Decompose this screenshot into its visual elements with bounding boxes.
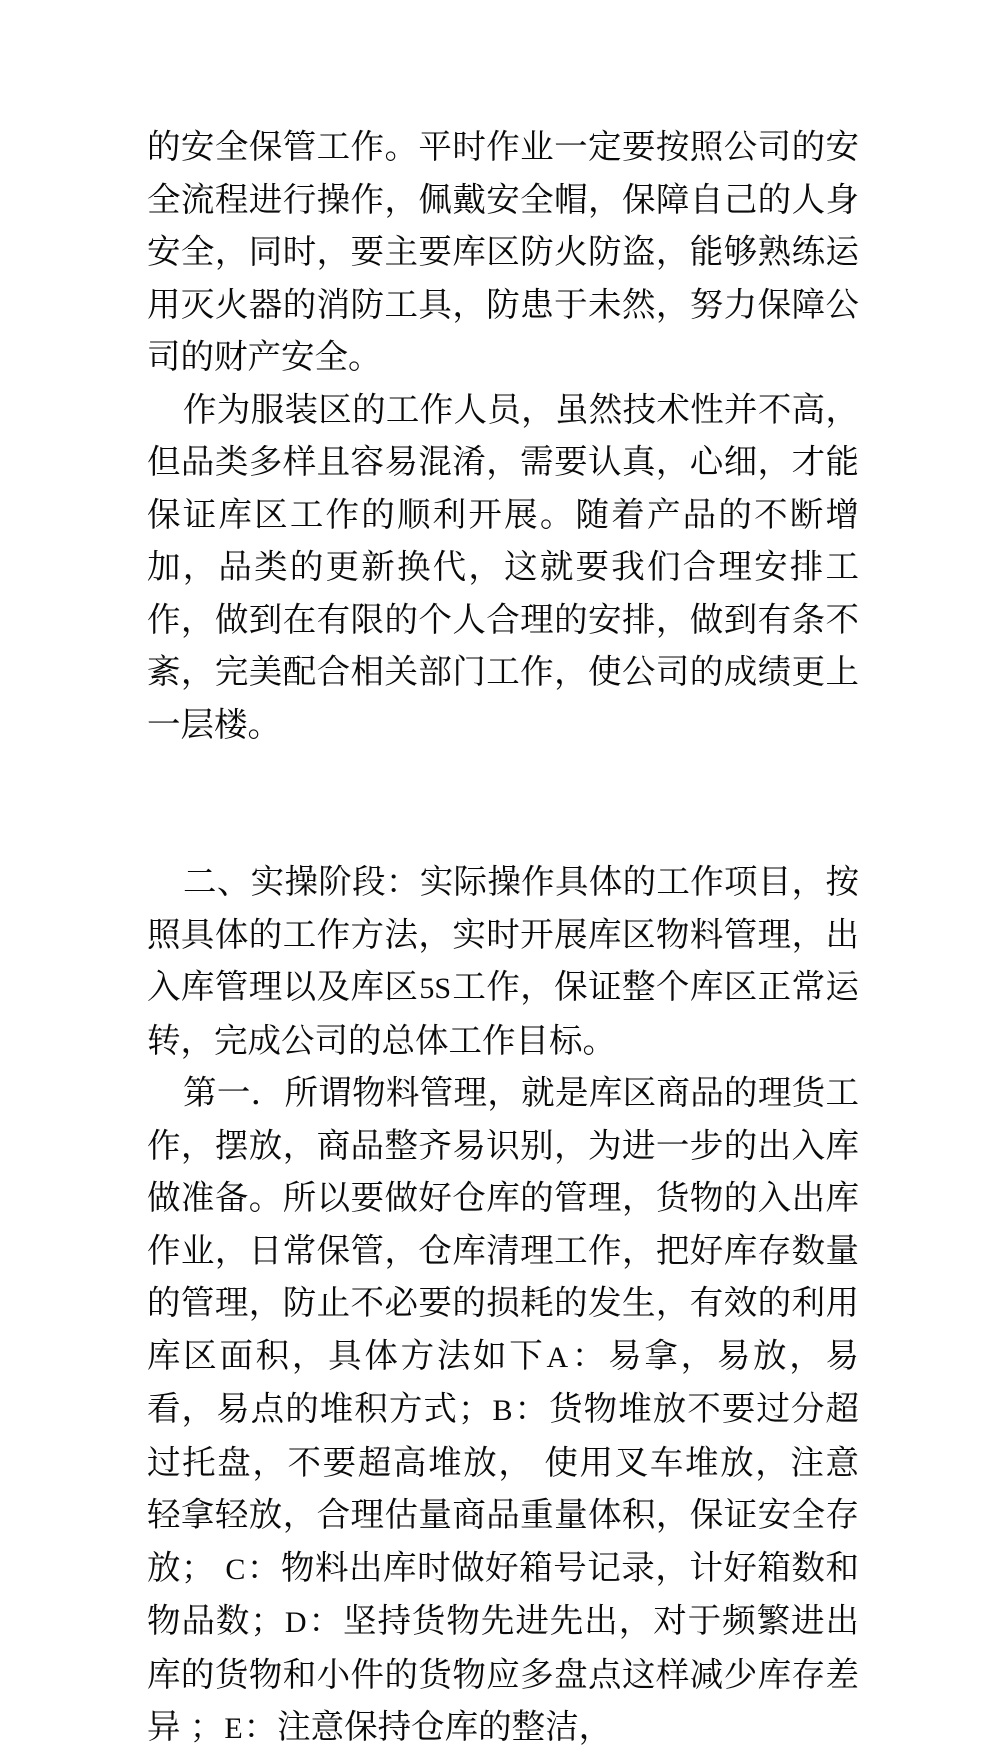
- list-marker-b: B: [492, 1394, 513, 1427]
- list-item-c-text: ：物料出库时做好箱号记录，计好箱数和物品数；: [147, 1549, 859, 1640]
- list-item-a-text: ：易拿，易放，易看，易点的堆积方式；: [147, 1337, 860, 1428]
- document-text-column: [147, 122, 859, 1756]
- list-item-d-text: ：坚持货物先进先出，对于频繁进出库的货物和小件的货物应多盘点这样减少库存差异 ；: [147, 1603, 860, 1746]
- list-marker-c: C: [225, 1552, 246, 1586]
- list-item-e-text: ：注意保持仓库的整洁，: [243, 1709, 613, 1746]
- paragraph-safety-storage: 的安全保管工作。平时作业一定要按照公司的安全流程进行操作，佩戴安全帽，保障自己的人身安全，同时，要主要库区防火防盗，能够熟练运用灭火器的消防工具，防患于未然，努力保障公司的财产安全。: [147, 129, 859, 376]
- list-marker-d: D: [284, 1606, 307, 1639]
- paragraph-practical-stage: [147, 857, 859, 1068]
- paragraph-apparel-zone-staff: 作为服装区的工作人员，虽然技术性并不高，但品类多样且容易混淆，需要认真，心细，才能保证库区工作的顺利开展。随着产品的不断增加，品类的更新换代，这就要我们合理安排工作，做到在有限的个人合理的安排，做到有条不紊，完美配合相关部门工作，使公司的成绩更上一层楼。: [147, 391, 859, 744]
- practical-stage-lead: 二、实操阶段：实际操作具体的工作项目，按照具体的工作方法，实时开展库区物料管理，出入库管理以及库区: [147, 864, 859, 1006]
- material-management-lead: 第一．所谓物料管理，就是库区商品的理货工作，摆放，商品整齐易识别，为进一步的出入库做准备。所以要做好仓库的管理，货物的入出库作业，日常保管，仓库清理工作，把好库存数量的管理，防止不必要的损耗的发生，有效的利用库区面积，具体方法如下: [147, 1075, 859, 1375]
- list-marker-a: A: [546, 1340, 569, 1374]
- list-item-b-text: ：货物堆放不要过分超过托盘，不要超高堆放， 使用叉车堆放，注意轻拿轻放，合理估量商品重量体积，保证安全存放；: [147, 1391, 860, 1587]
- paragraph-material-management: [147, 1068, 859, 1756]
- practical-stage-term-5s: 5S: [419, 972, 452, 1005]
- practical-stage-tail: 工作，保证整个库区正常运转，完成公司的总体工作目标。: [147, 969, 860, 1060]
- list-marker-e: E: [224, 1712, 243, 1745]
